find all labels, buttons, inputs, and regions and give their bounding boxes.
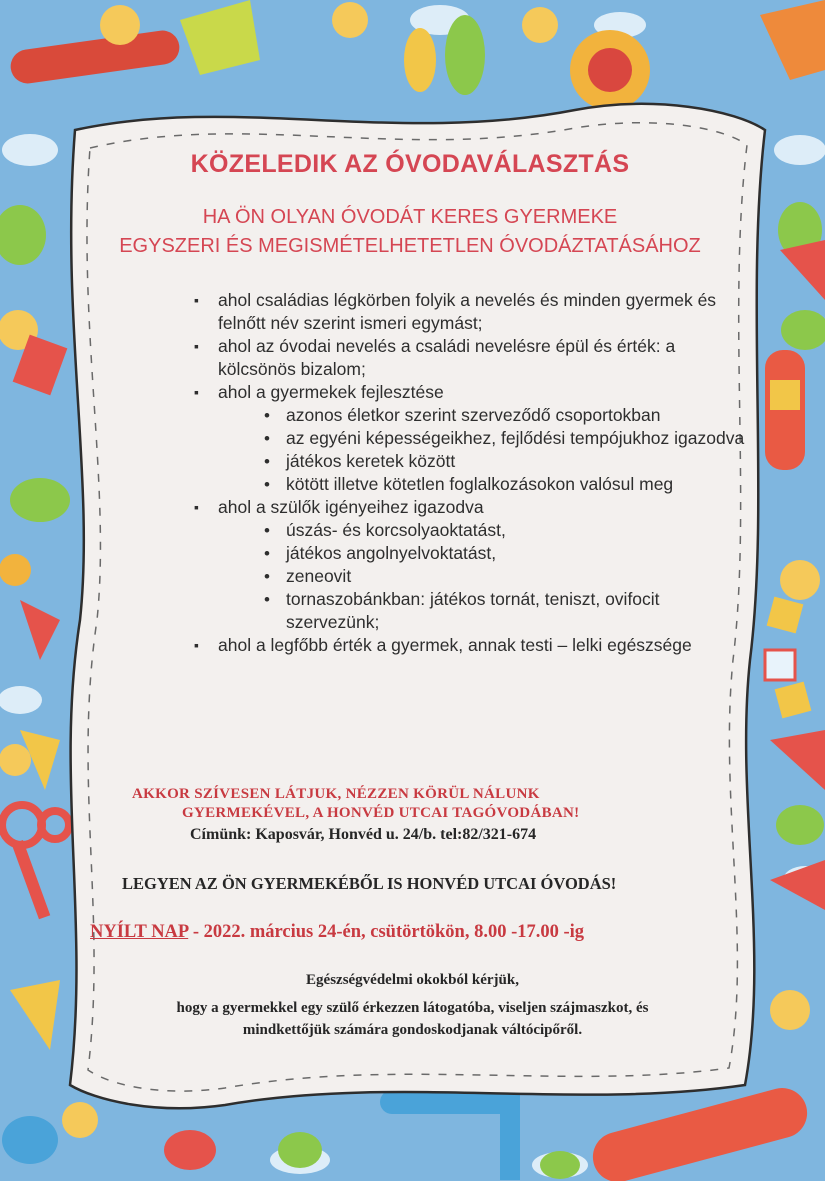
invite-line2: GYERMEKÉVEL, A HONVÉD UTCAI TAGÓVODÁBAN!	[182, 805, 580, 821]
open-day-label: NYÍLT NAP	[90, 922, 189, 942]
sub-list-item: • úszás- és korcsolyaoktatást,	[262, 519, 750, 542]
sub-list-item: • tornaszobánkban: játékos tornát, teniszt, ovifocit szervezünk;	[262, 588, 750, 634]
open-day-details: - 2022. március 24-én, csütörtökön, 8.00 -17.00 -ig	[188, 922, 585, 942]
list-item: ▪ ahol a legfőbb érték a gyermek, annak testi – lelki egészsége	[190, 634, 750, 657]
list-item: ▪ ahol családias légkörben folyik a nevelés és minden gyermek és felnőtt név szerint ismeri egymást;	[190, 289, 750, 335]
sub-list-item: • zeneovit	[262, 565, 750, 588]
poster-subtitle-line2: EGYSZERI ÉS MEGISMÉTELHETETLEN ÓVODÁZTATÁSÁHOZ	[119, 235, 701, 257]
health-note-line2: hogy a gyermekkel egy szülő érkezzen látogatóba, viseljen szájmaszkot, és	[176, 1000, 649, 1016]
open-day	[90, 922, 584, 943]
sub-list-item: • az egyéni képességeikhez, fejlődési tempójukhoz igazodva	[262, 427, 750, 450]
sub-list-item: • azonos életkor szerint szerveződő csoportokban	[262, 404, 750, 427]
list-item: ▪ ahol az óvodai nevelés a családi nevelésre épül és érték: a kölcsönös bizalom;	[190, 335, 750, 381]
sub-list-item: • játékos angolnyelvoktatást,	[262, 542, 750, 565]
poster-title: KÖZELEDIK AZ ÓVODAVÁLASZTÁS	[190, 150, 630, 178]
poster-subtitle-line1: HA ÖN OLYAN ÓVODÁT KERES GYERMEKE	[202, 206, 618, 228]
health-note-line1: Egészségvédelmi okokból kérjük,	[306, 972, 519, 988]
sub-list-item: • játékos keretek között	[262, 450, 750, 473]
list-item: ▪ ahol a gyermekek fejlesztése • azonos életkor szerint szerveződő csoportokban • az egyéni képességeikhez, fejlődési tempójukhoz igazodva • játékos keretek között • kötött illetve kötetlen foglalkozásokon valósul meg	[190, 381, 750, 496]
slogan: LEGYEN AZ ÖN GYERMEKÉBŐL IS HONVÉD UTCAI ÓVODÁS!	[122, 874, 617, 893]
address: Címünk: Kaposvár, Honvéd u. 24/b. tel:82/321-674	[190, 826, 537, 843]
feature-list	[190, 289, 750, 657]
list-item: ▪ ahol a szülők igényeihez igazodva • úszás- és korcsolyaoktatást, • játékos angolnyelvoktatást, • zeneovit • tornaszobánkban: játékos tornát, teniszt, ovifocit szervezünk;	[190, 496, 750, 634]
sub-list-item: • kötött illetve kötetlen foglalkozásokon valósul meg	[262, 473, 750, 496]
invite-line1: AKKOR SZÍVESEN LÁTJUK, NÉZZEN KÖRÜL NÁLUNK	[132, 786, 540, 802]
sub-list	[218, 404, 750, 496]
sub-list	[218, 519, 750, 634]
health-note-line3: mindkettőjük számára gondoskodjanak váltócipőről.	[242, 1022, 583, 1038]
